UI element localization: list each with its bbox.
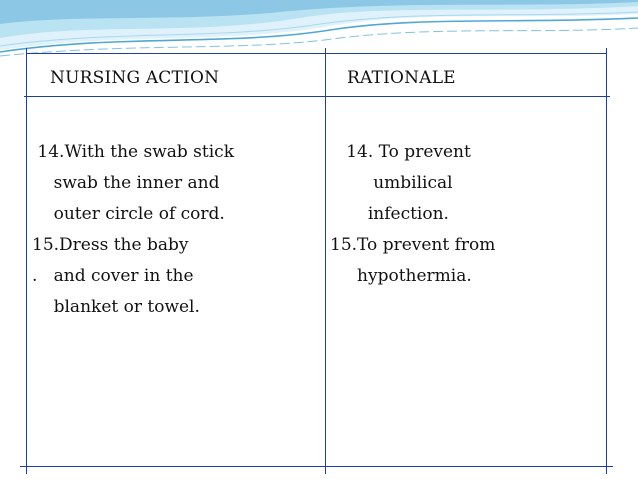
rationale-line: umbilical xyxy=(330,173,453,193)
action-line: swab the inner and xyxy=(32,173,220,193)
header-rationale: RATIONALE xyxy=(347,68,456,88)
table-left-border xyxy=(26,48,27,474)
rationale-line: infection. xyxy=(330,204,449,224)
action-line: blanket or towel. xyxy=(32,297,200,317)
rationale-line: 15.To prevent from xyxy=(330,235,496,255)
header-divider xyxy=(24,96,610,97)
column-divider xyxy=(325,48,326,474)
table-bottom-border xyxy=(20,466,613,467)
action-line: 14.With the swab stick xyxy=(32,142,234,162)
action-line: 15.Dress the baby xyxy=(32,235,189,255)
header-nursing-action: NURSING ACTION xyxy=(50,68,220,88)
wave-banner-decoration xyxy=(0,0,638,60)
rationale-line: hypothermia. xyxy=(330,266,472,286)
action-line: outer circle of cord. xyxy=(32,204,225,224)
rationale-line: 14. To prevent xyxy=(330,142,471,162)
table-right-border xyxy=(606,48,607,474)
table-top-border xyxy=(26,53,607,54)
action-line: . and cover in the xyxy=(32,266,194,286)
